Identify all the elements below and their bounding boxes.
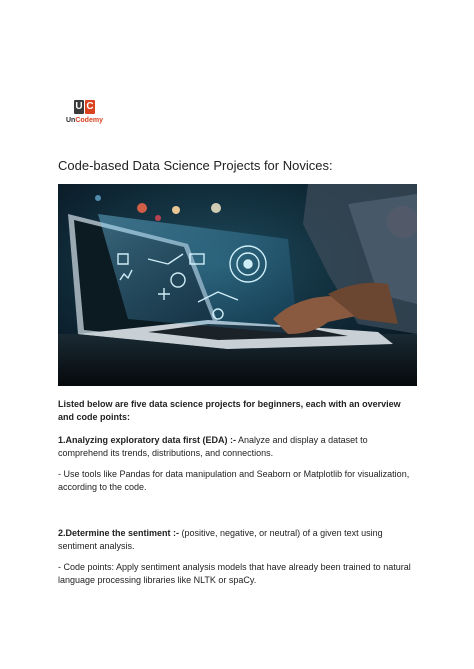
logo-wordmark <box>66 117 103 124</box>
project-1-heading: 1.Analyzing exploratory data first (EDA) :- <box>58 435 237 445</box>
hero-illustration <box>58 184 417 386</box>
page-title: Code-based Data Science Projects for Novices: <box>58 158 333 173</box>
laptop-data-hologram-image <box>58 184 417 386</box>
project-2-code-points: - Code points: Apply sentiment analysis models that have already been trained to natural language processing libraries like NLTK or spaCy. <box>58 562 411 585</box>
logo-letter-c: C <box>86 101 94 112</box>
logo-letter-u: U <box>75 101 83 112</box>
logo-wordmark-part1: Un <box>66 117 76 124</box>
project-2-description: (positive, negative, or neutral) of a given text using sentiment analysis. <box>58 528 383 551</box>
logo-wordmark-part2: Codemy <box>75 117 103 124</box>
project-1-paragraph <box>58 434 418 460</box>
intro-paragraph: Listed below are five data science projects for beginners, each with an overview and code points: <box>58 399 401 422</box>
project-2-paragraph <box>58 527 418 553</box>
project-1-code-points: - Use tools like Pandas for data manipulation and Seaborn or Matplotlib for visualization, according to the code. <box>58 469 410 492</box>
project-2-heading: 2.Determine the sentiment :- <box>58 528 180 538</box>
project-1-description: Analyze and display a dataset to comprehend its trends, distributions, and connections. <box>58 435 368 458</box>
logo-mark <box>74 100 96 118</box>
